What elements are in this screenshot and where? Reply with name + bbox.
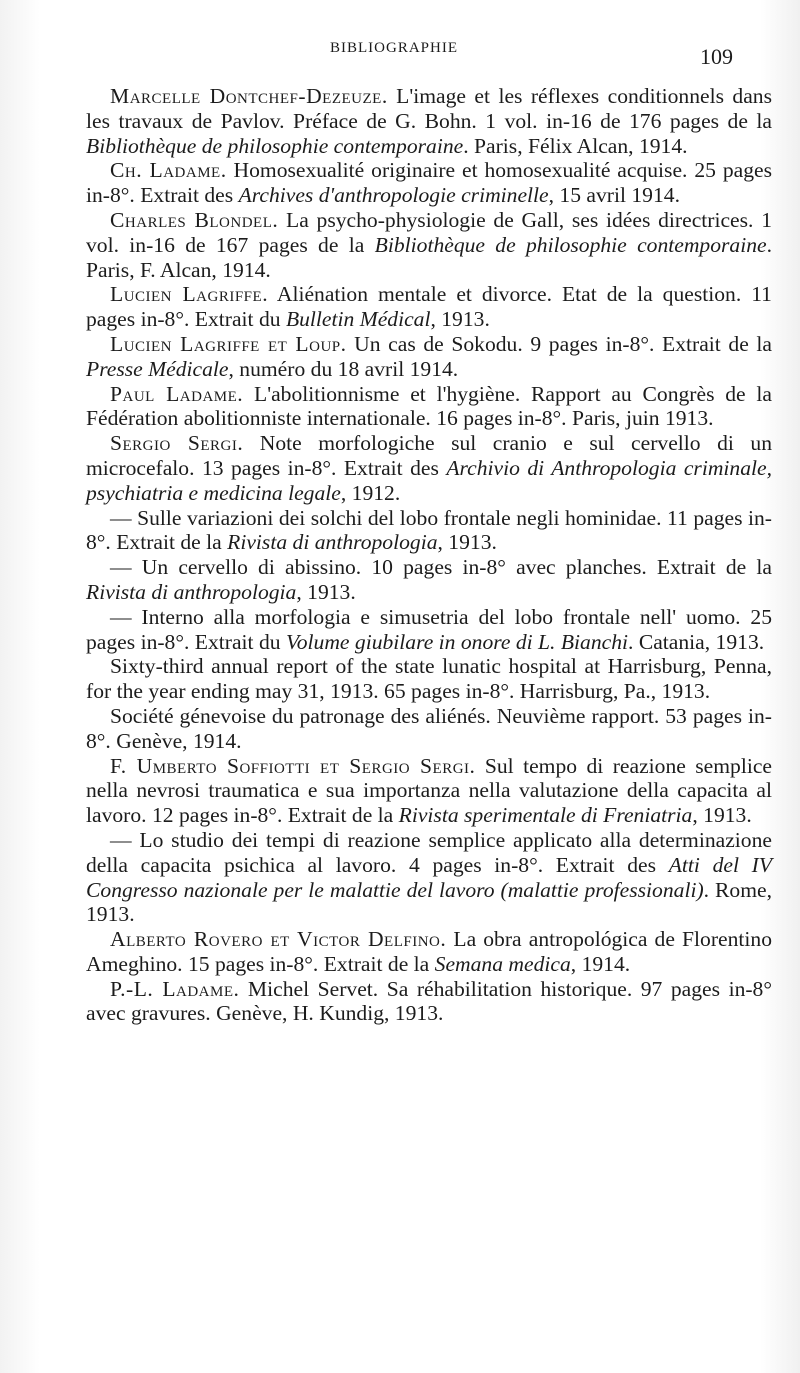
entry-title-italic: Presse Médicale [86, 356, 229, 381]
entry-text: Sixty-third annual report of the state lunatic hospital at Harrisburg, Penna, for the year ending may 31, 1913. 65 pages in-8°. Harrisburg, Pa., 1913. [86, 654, 772, 704]
bibliography-entry [86, 704, 772, 754]
bibliography-entry [86, 208, 772, 282]
entry-text: — Lo studio dei tempi di reazione semplice applicato alla determinazione della capacita psichica al lavoro. 4 pages in-8°. Extrait des [86, 827, 772, 877]
entry-tail: , 1914. [570, 951, 631, 976]
entry-text: L'image et les réflexes conditionnels dans les travaux de Pavlov. Préface de G. Bohn. 1 vol. in-16 de 176 pages de la [86, 84, 772, 133]
entry-tail: . Paris, Félix Alcan, 1914. [463, 133, 688, 158]
bibliography-entry [86, 282, 772, 332]
entry-title-italic: Bulletin Médical [285, 307, 431, 332]
bibliography-entry [86, 977, 772, 1027]
entry-title-italic: Bibliothèque de philosophie contemporaine [86, 133, 464, 158]
entry-title-italic: Rivista di anthropologia [86, 579, 297, 604]
bibliography-entry [86, 754, 772, 828]
bibliography-entry [86, 605, 772, 655]
bibliography-entry [86, 927, 772, 977]
entry-text: — Interno alla morfologia e simusetria del lobo frontale nell' uomo. 25 pages in-8°. Extrait du [86, 604, 772, 654]
entry-tail: , 1913. [430, 307, 490, 332]
entry-tail: , 1913. [296, 579, 356, 604]
entry-title-italic: Rivista di anthropologia [227, 530, 438, 555]
entry-tail: , 1913. [437, 530, 497, 555]
entry-title-italic: Rivista sperimentale di Freniatria [398, 803, 693, 828]
entry-text: — Sulle variazioni dei solchi del lobo frontale negli hominidae. 11 pages in-8°. Extrait de la [86, 505, 772, 555]
entry-text: Sul tempo di reazione semplice nella nevrosi traumatica e sua importanza nella valutazione della capacita al lavoro. 12 pages in-8°. Extrait de la [86, 753, 772, 828]
bibliography-list [86, 84, 772, 1026]
entry-tail: . Paris, F. Alcan, 1914. [86, 232, 773, 282]
entry-title-italic: Bibliothèque de philosophie contemporaine [374, 232, 767, 257]
entry-tail: . Rome, 1913. [86, 877, 772, 927]
entry-text: Michel Servet. Sa réhabilitation historique. 97 pages in-8° avec gravures. Genève, H. Kundig, 1913. [86, 976, 772, 1026]
entry-text: La psycho-physiologie de Gall, ses idées directrices. 1 vol. in-16 de 167 pages de la [86, 207, 772, 257]
entry-text: Société génevoise du patronage des aliénés. Neuvième rapport. 53 pages in-8°. Genève, 1914. [86, 703, 772, 753]
entry-tail: . Catania, 1913. [628, 629, 765, 654]
bibliography-entry [86, 84, 772, 158]
bibliography-entry [86, 158, 772, 208]
entry-author: F. Umberto Soffiotti et Sergio Sergi. [110, 753, 476, 778]
entry-text: Un cas de Sokodu. 9 pages in-8°. Extrait de la [346, 331, 772, 356]
entry-text: L'abolitionnisme et l'hygiène. Rapport au Congrès de la Fédération abolitionniste internationale. 16 pages in-8°. Paris, juin 1913. [86, 381, 773, 431]
entry-author: Paul Ladame. [110, 381, 244, 406]
entry-tail: , 15 avril 1914. [548, 183, 680, 208]
entry-title-italic: Archivio di Anthropologia criminale, psychiatria e medicina legale [86, 455, 772, 505]
bibliography-entry [86, 382, 772, 432]
entry-text: Note morfologiche sul cranio e sul cervello di un microcefalo. 13 pages in-8°. Extrait des [86, 431, 772, 480]
entry-title-italic: Atti del IV Congresso nazionale per le malattie del lavoro (malattie professionali) [86, 852, 773, 902]
page-number: 109 [700, 44, 733, 69]
bibliography-entry [86, 828, 772, 927]
entry-title-italic: Semana medica [434, 951, 571, 976]
entry-author: Marcelle Dontchef-Dezeuze. [110, 84, 388, 108]
bibliography-entry [86, 506, 772, 556]
bibliography-entry [86, 654, 772, 704]
bibliography-entry [86, 332, 772, 382]
entry-title-italic: Volume giubilare in onore di L. Bianchi [285, 629, 629, 654]
entry-author: Charles Blondel. [110, 207, 279, 232]
entry-text: — Un cervello di abissino. 10 pages in-8° avec planches. Extrait de la [110, 555, 772, 580]
entry-text: Aliénation mentale et divorce. Etat de la question. 11 pages in-8°. Extrait du [86, 282, 772, 332]
entry-author: Ch. Ladame. [110, 158, 227, 183]
entry-text: La obra antropológica de Florentino Ameghino. 15 pages in-8°. Extrait de la [86, 927, 772, 976]
running-head: BIBLIOGRAPHIE [330, 40, 458, 56]
entry-tail: , numéro du 18 avril 1914. [228, 356, 459, 381]
entry-title-italic: Archives d'anthropologie criminelle [238, 183, 549, 208]
entry-tail: , 1912. [340, 480, 401, 505]
entry-author: Lucien Lagriffe. [110, 282, 269, 307]
entry-author: Sergio Sergi. [110, 431, 244, 456]
bibliography-entry [86, 431, 772, 505]
entry-tail: , 1913. [692, 803, 752, 828]
entry-text: Homosexualité originaire et homosexualité acquise. 25 pages in-8°. Extrait des [86, 158, 772, 208]
entry-author: Lucien Lagriffe et Loup. [110, 331, 347, 356]
entry-author: P.-L. Ladame. [110, 976, 240, 1001]
bibliography-entry [86, 555, 772, 605]
entry-author: Alberto Rovero et Victor Delfino. [110, 927, 447, 952]
